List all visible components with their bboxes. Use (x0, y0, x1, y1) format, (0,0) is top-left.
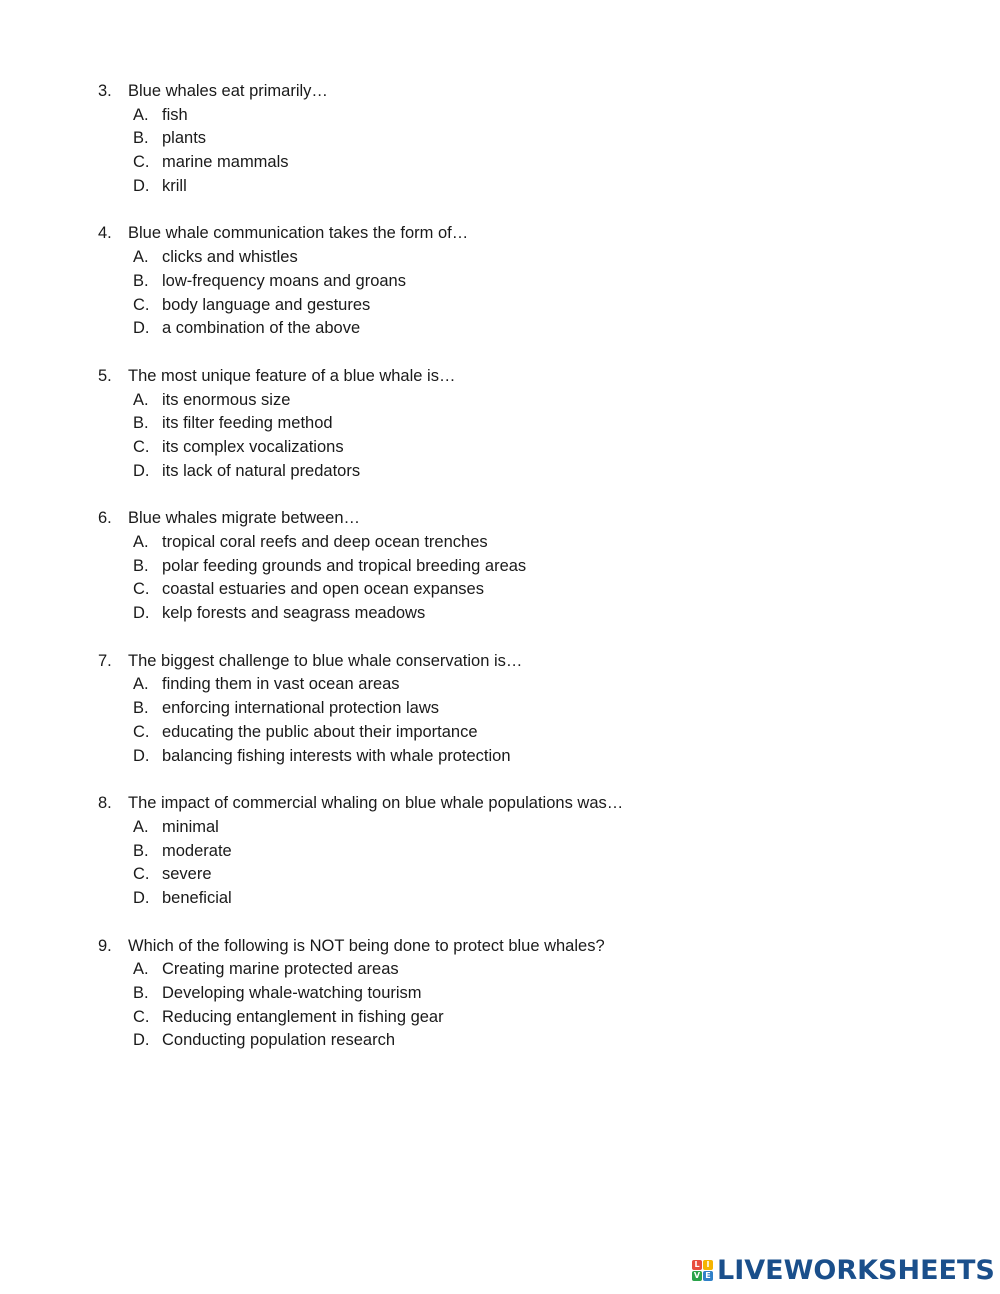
option-c[interactable] (0, 151, 1000, 175)
option-letter: C. (133, 437, 150, 456)
question-line (0, 365, 1000, 389)
option-letter: D. (133, 746, 150, 765)
option-letter: D. (133, 888, 150, 907)
option-d[interactable] (0, 745, 1000, 769)
logo-tile-l: L (692, 1260, 702, 1270)
option-d[interactable] (0, 175, 1000, 199)
option-d[interactable] (0, 317, 1000, 341)
option-a[interactable] (0, 531, 1000, 555)
question-text: The impact of commercial whaling on blue whale populations was… (128, 794, 624, 813)
option-letter: C. (133, 153, 150, 172)
option-text: fish (162, 105, 188, 124)
option-c[interactable] (0, 436, 1000, 460)
option-letter: B. (133, 271, 149, 290)
option-c[interactable] (0, 721, 1000, 745)
option-b[interactable] (0, 697, 1000, 721)
option-text: Creating marine protected areas (162, 960, 399, 979)
option-d[interactable] (0, 602, 1000, 626)
option-a[interactable] (0, 104, 1000, 128)
option-text: krill (162, 176, 187, 195)
option-a[interactable] (0, 246, 1000, 270)
question-line (0, 80, 1000, 104)
option-b[interactable] (0, 840, 1000, 864)
option-text: kelp forests and seagrass meadows (162, 604, 426, 623)
option-letter: A. (133, 390, 149, 409)
option-text: minimal (162, 817, 219, 836)
question-text: Blue whales eat primarily… (128, 82, 328, 100)
quiz-container (0, 80, 1000, 1077)
question-line (0, 507, 1000, 531)
option-text: balancing fishing interests with whale protection (162, 746, 511, 765)
option-letter: D. (133, 176, 150, 195)
option-a[interactable] (0, 389, 1000, 413)
option-a[interactable] (0, 816, 1000, 840)
option-b[interactable] (0, 270, 1000, 294)
option-text: severe (162, 865, 212, 884)
question-number: 6. (98, 509, 112, 528)
question-4 (0, 222, 1000, 340)
option-text: its lack of natural predators (162, 461, 361, 480)
question-5 (0, 365, 1000, 483)
option-letter: B. (133, 841, 149, 860)
question-text: Blue whale communication takes the form of… (128, 224, 469, 243)
question-text: Blue whales migrate between… (128, 509, 361, 528)
question-8 (0, 792, 1000, 910)
option-text: its filter feeding method (162, 414, 333, 433)
option-letter: C. (133, 1007, 150, 1026)
option-a[interactable] (0, 958, 1000, 982)
option-text: educating the public about their importance (162, 722, 478, 741)
option-letter: A. (133, 675, 149, 694)
option-text: enforcing international protection laws (162, 699, 439, 718)
option-letter: A. (133, 817, 149, 836)
option-b[interactable] (0, 982, 1000, 1006)
option-text: beneficial (162, 888, 232, 907)
option-text: tropical coral reefs and deep ocean trenches (162, 533, 488, 551)
question-3 (0, 80, 1000, 198)
liveworksheets-brand[interactable] (692, 1254, 995, 1286)
question-number: 9. (98, 936, 112, 955)
question-text: Which of the following is NOT being done to protect blue whales? (128, 936, 605, 955)
option-text: its enormous size (162, 390, 291, 409)
option-letter: C. (133, 580, 150, 599)
option-letter: B. (133, 556, 149, 575)
option-letter: D. (133, 461, 150, 480)
question-6 (0, 507, 1000, 625)
brand-wordmark: LIVEWORKSHEETS (717, 1254, 995, 1286)
logo-tile-e: E (703, 1271, 713, 1281)
option-letter: B. (133, 129, 149, 148)
option-text: moderate (162, 841, 232, 860)
question-line (0, 222, 1000, 246)
option-letter: D. (133, 319, 150, 338)
option-c[interactable] (0, 1006, 1000, 1030)
option-letter: A. (133, 960, 149, 979)
option-d[interactable] (0, 460, 1000, 484)
question-number: 5. (98, 366, 112, 385)
option-letter: A. (133, 248, 149, 267)
option-text: marine mammals (162, 153, 289, 172)
option-text: its complex vocalizations (162, 437, 344, 456)
question-line (0, 935, 1000, 959)
question-7 (0, 650, 1000, 768)
question-text: The biggest challenge to blue whale conservation is… (128, 651, 523, 670)
option-text: Conducting population research (162, 1031, 395, 1050)
option-c[interactable] (0, 294, 1000, 318)
option-letter: B. (133, 414, 149, 433)
question-number: 8. (98, 794, 112, 813)
question-number: 3. (98, 82, 112, 100)
option-letter: D. (133, 604, 150, 623)
question-text: The most unique feature of a blue whale is… (128, 366, 456, 385)
option-a[interactable] (0, 673, 1000, 697)
liveworksheets-logo-icon (692, 1260, 713, 1281)
option-letter: C. (133, 295, 150, 314)
option-letter: C. (133, 722, 150, 741)
option-text: coastal estuaries and open ocean expanses (162, 580, 484, 599)
option-text: finding them in vast ocean areas (162, 675, 400, 694)
logo-tile-i: I (703, 1260, 713, 1270)
option-d[interactable] (0, 887, 1000, 911)
option-text: a combination of the above (162, 319, 361, 338)
option-text: polar feeding grounds and tropical breeding areas (162, 556, 527, 575)
option-text: plants (162, 129, 207, 148)
option-b[interactable] (0, 127, 1000, 151)
option-letter: B. (133, 984, 149, 1002)
question-number: 7. (98, 651, 112, 670)
option-b[interactable] (0, 555, 1000, 579)
option-text: Reducing entanglement in fishing gear (162, 1007, 444, 1026)
option-text: low-frequency moans and groans (162, 271, 406, 290)
option-c[interactable] (0, 863, 1000, 887)
option-text: body language and gestures (162, 295, 371, 314)
option-letter: D. (133, 1031, 150, 1050)
option-text: clicks and whistles (162, 248, 298, 267)
question-line (0, 792, 1000, 816)
logo-tile-v: V (693, 1270, 701, 1280)
question-9 (0, 935, 1000, 1053)
option-text: Developing whale-watching tourism (162, 984, 422, 1002)
option-d[interactable] (0, 1029, 1000, 1053)
option-letter: C. (133, 865, 150, 884)
option-c[interactable] (0, 578, 1000, 602)
question-line (0, 650, 1000, 674)
option-letter: A. (133, 105, 149, 124)
option-letter: A. (133, 533, 149, 551)
option-b[interactable] (0, 412, 1000, 436)
option-letter: B. (133, 699, 149, 718)
question-number: 4. (98, 224, 112, 243)
